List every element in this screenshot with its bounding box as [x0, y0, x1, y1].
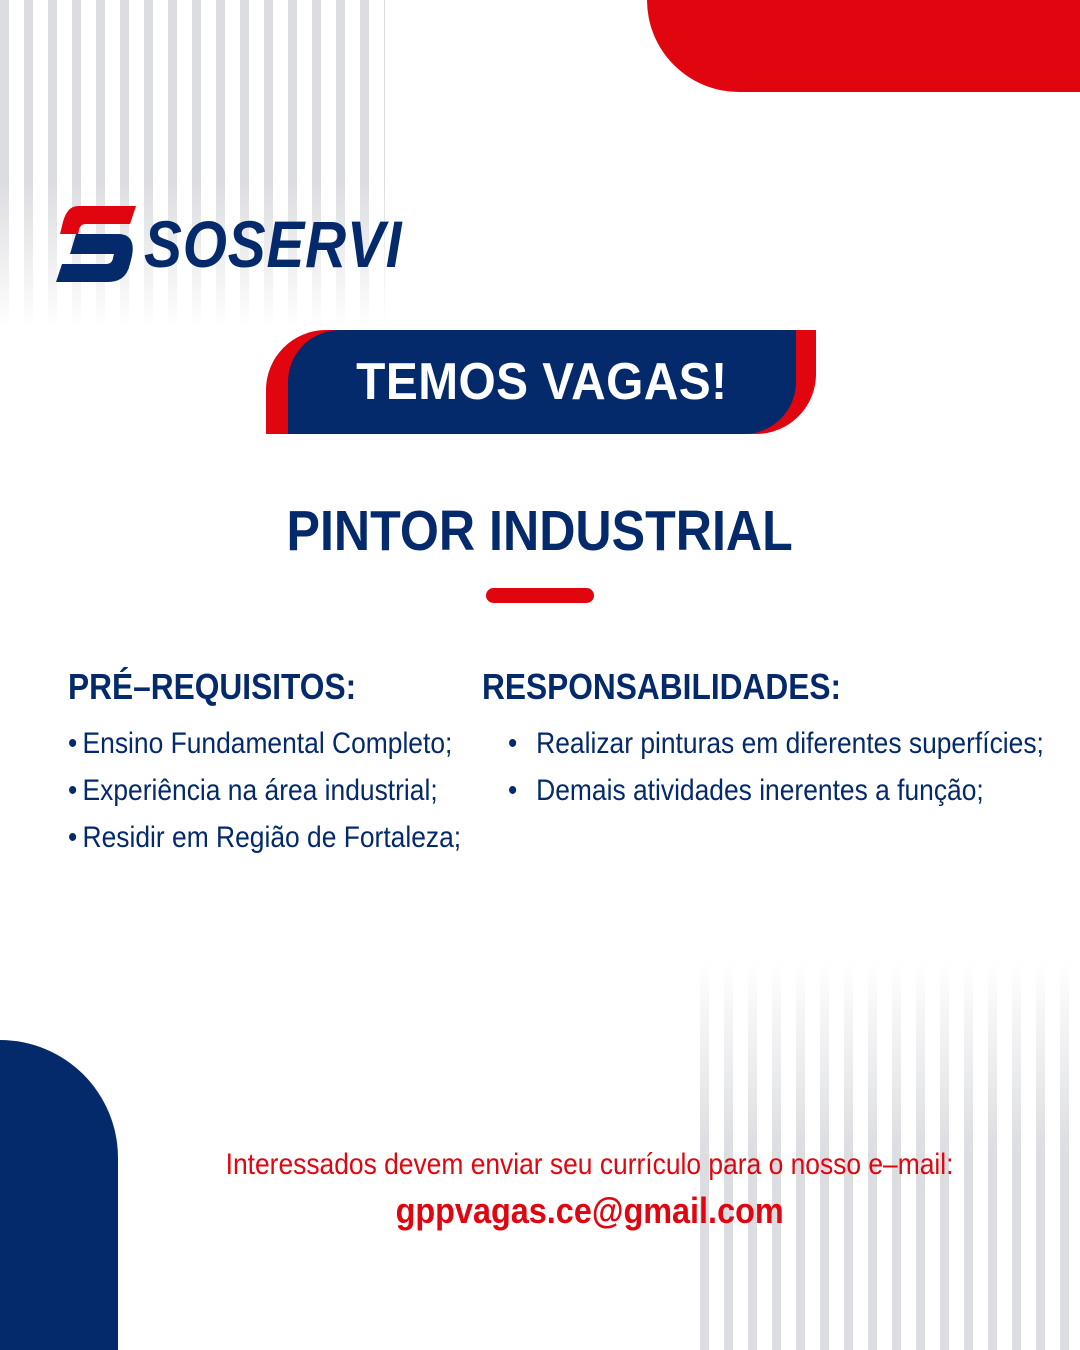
job-title [0, 498, 1080, 564]
list-item: • Demais atividades inerentes a função; [508, 767, 1047, 814]
logo-wordmark: SOSERVI [144, 207, 403, 281]
banner-navy-body [288, 330, 796, 434]
contact-email[interactable] [90, 1190, 1080, 1232]
contact-text: Interessados devem enviar seu currículo para o nosso e–mail: [226, 1148, 954, 1181]
title-divider [486, 588, 594, 603]
responsibilities-list [508, 720, 1068, 814]
soservi-s-logo-icon [56, 204, 138, 284]
list-item: • Ensino Fundamental Completo; [68, 720, 438, 767]
list-item: • Experiência na área industrial; [68, 767, 438, 814]
contact-instruction [90, 1148, 1080, 1182]
prerequisites-list [68, 720, 488, 861]
hiring-banner [266, 330, 816, 434]
list-item: • Realizar pinturas em diferentes superfícies; [508, 720, 1047, 767]
red-corner-shape [647, 0, 1080, 92]
list-item: • Residir em Região de Fortaleza; [68, 814, 438, 861]
email-link[interactable]: gppvagas.ce@gmail.com [395, 1190, 785, 1231]
prerequisites-heading: PRÉ–REQUISITOS: [68, 666, 357, 707]
job-title-text: PINTOR INDUSTRIAL [286, 499, 794, 563]
responsibilities-heading: RESPONSABILIDADES: [482, 666, 842, 707]
soservi-logo [56, 204, 444, 284]
banner-text: TEMOS VAGAS! [356, 353, 728, 411]
